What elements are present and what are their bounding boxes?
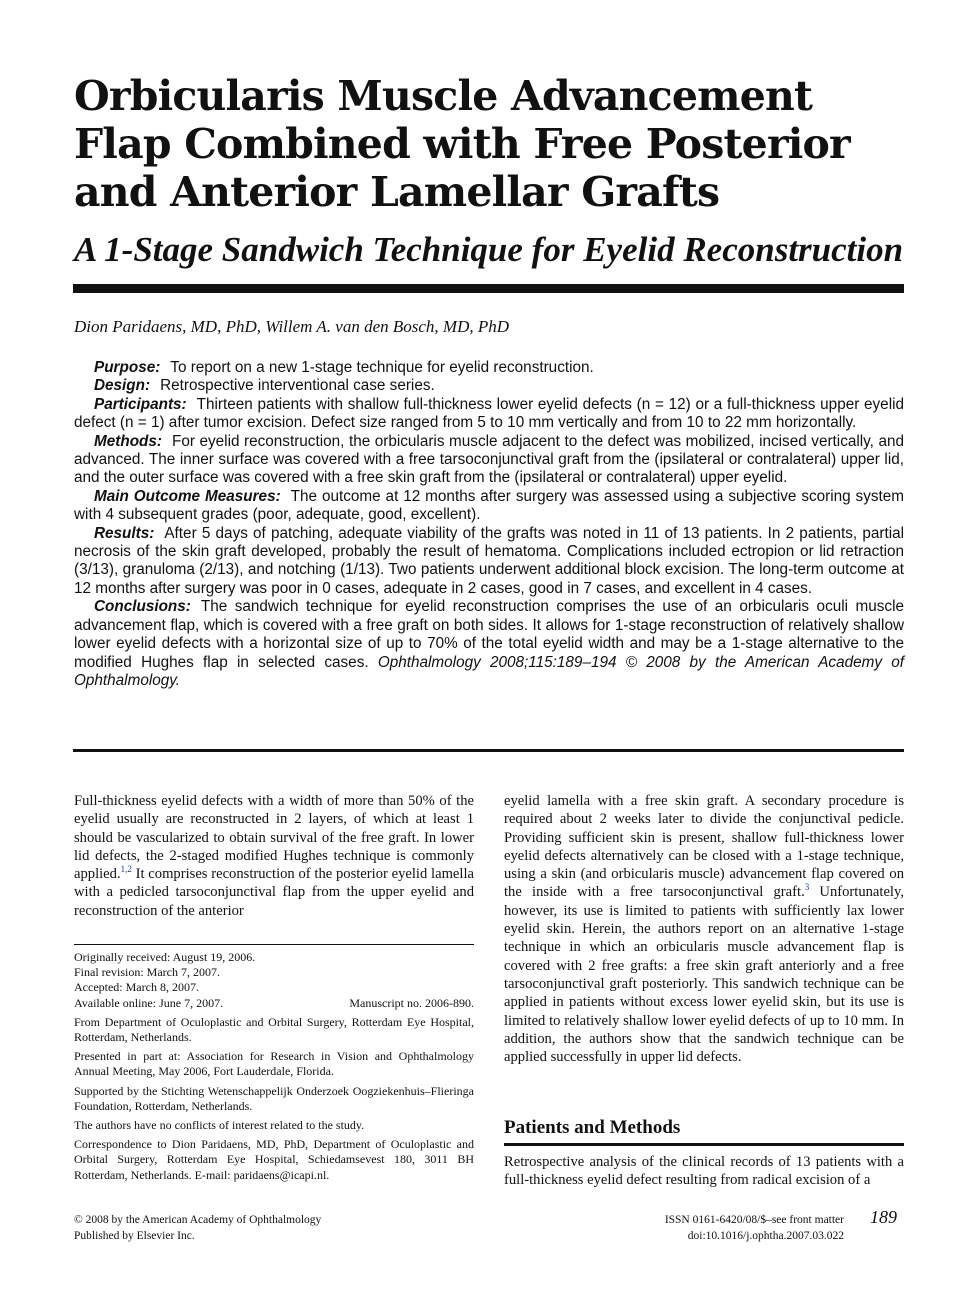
body-left-column [74,792,474,920]
affiliation-note: From Department of Oculoplastic and Orbital Surgery, Rotterdam Eye Hospital, Rotterdam, Netherlands. [74,1014,474,1045]
reference-link[interactable]: 1,2 [120,864,132,875]
accepted-date: Accepted: March 8, 2007. [74,980,199,995]
body-paragraph [504,792,904,1066]
publisher-line: Published by Elsevier Inc. [74,1229,195,1242]
abstract-participants-text: Thirteen patients with shallow full-thickness lower eyelid defects (n = 12) or a full-thickness upper eyelid defect (n = 1) after tumor excision. Defect size ranged from 5 to 10 mm vertically and from 10 to 22 mm horizontally. [74,395,904,432]
body-paragraph: Retrospective analysis of the clinical records of 13 patients with a full-thickness eyelid defect resulting from radical excision of a [504,1154,904,1189]
section-heading: Patients and Methods [504,1117,681,1138]
manuscript-number: Manuscript no. 2006-890. [349,995,474,1010]
abstract-methods-text: For eyelid reconstruction, the orbicularis muscle adjacent to the defect was mobilized, incised vertically, and advanced. The inner surface was covered with a free tarsoconjunctival graft from the (ipsilateral or contralateral) upper lid, and the outer surface was covered with a free skin graft from the (ipsilateral or contralateral) upper eyelid. [74,432,904,487]
reference-link[interactable]: 3 [804,882,810,893]
abstract-conclusions-text: The sandwich technique for eyelid reconstruction comprises the use of an orbicularis oculi muscle advancement flap, which is covered with a free graft on both sides. It allows for 1-stage reconstruction of relatively shallow lower eyelid defects with a horizontal size of up to 70% of the total eyelid width and may be a 1-stage alternative to the modified Hughes flap in selected cases. [74,598,904,671]
body-text: It comprises reconstruction of the posterior eyelid lamella with a pedicled tarsoconjunctival flap from the upper eyelid and reconstruction of the anterior [74,866,474,919]
abstract-conclusions [74,598,904,690]
dates-block [74,950,474,1011]
abstract-citation: Ophthalmology 2008;115:189–194 © 2008 by the American Academy of Ophthalmology. [74,653,904,689]
body-text: Full-thickness eyelid defects with a width of more than 50% of the eyelid usually are reconstructed in 2 layers, of which at least 1 should be vascularized to obtain survival of the free graft. In lower lid defects, the 2-staged modified Hughes technique is commonly applied. [74,793,474,883]
abstract-results-label: Results: [94,524,155,542]
revision-date: Final revision: March 7, 2007. [74,965,220,980]
body-text: eyelid lamella with a free skin graft. A secondary procedure is required about 2 weeks later to divide the conjunctival pedicle. Providing sufficient skin is present, shallow full-thickness lower eyelid defects alternatively can be closed with a 1-stage technique, using a skin (and orbicularis muscle) advancement flap covered on the inside with a free tarsoconjunctival graft. [504,793,904,901]
page-number: 189 [870,1207,897,1227]
abstract-results-text: After 5 days of patching, adequate viability of the grafts was noted in 11 of 13 patients. In 2 patients, partial necrosis of the skin graft developed, probably the result of hematoma. Complications included ectropion or lid retraction (3/13), granuloma (2/13), and notching (1/13). Two patients underwent additional block excision. The long-term outcome at 12 months after surgery was poor in 0 cases, adequate in 2 cases, good in 7 cases, and excellent in 4 cases. [74,524,904,597]
abstract-purpose-text: To report on a new 1-stage technique for eyelid reconstruction. [170,359,594,376]
body-paragraph [74,792,474,920]
abstract-participants [74,396,904,433]
author-list: Dion Paridaens, MD, PhD, Willem A. van den Bosch, MD, PhD [74,317,510,336]
online-date: Available online: June 7, 2007. [74,995,224,1010]
methods-column [504,1153,904,1190]
abstract-design [74,377,904,395]
article-subtitle: A 1-Stage Sandwich Technique for Eyelid Reconstruction [74,230,904,269]
abstract-purpose [74,359,904,377]
correspondence-note: Correspondence to Dion Paridaens, MD, PhD, Department of Oculoplastic and Orbital Surgery, Rotterdam Eye Hospital, Schiedamsevest 180, 3011 BH Rotterdam, Netherlands. E-mail: paridaens@icapi.nl. [74,1137,474,1182]
presentation-note: Presented in part at: Association for Research in Vision and Ophthalmology Annual Meeting, May 2006, Fort Lauderdale, Florida. [74,1049,474,1079]
abstract [74,359,904,690]
article-title: Orbicularis Muscle Advancement Flap Combined with Free Posterior and Anterior Lamellar Grafts [74,72,850,216]
abstract-purpose-label: Purpose: [94,359,161,376]
footer-left [74,1213,321,1244]
abstract-design-text: Retrospective interventional case series. [160,377,435,395]
conflict-note: The authors have no conflicts of interest related to the study. [74,1118,365,1133]
doi-line: doi:10.1016/j.ophtha.2007.03.022 [687,1229,844,1242]
abstract-participants-label: Participants: [94,395,187,413]
abstract-methods-label: Methods: [94,432,162,450]
abstract-outcome-text: The outcome at 12 months after surgery was assessed using a subjective scoring system with 4 subsequent grades (poor, adequate, good, excellent). [74,487,904,524]
title-rule [73,284,904,293]
abstract-outcome [74,488,904,525]
abstract-methods [74,433,904,488]
footer-right [600,1213,844,1244]
abstract-conclusions-label: Conclusions: [94,598,191,616]
abstract-outcome-label: Main Outcome Measures: [94,487,281,505]
funding-note: Supported by the Stichting Wetenschappelijk Onderzoek Oogziekenhuis–Flieringa Foundation, Rotterdam, Netherlands. [74,1083,474,1113]
abstract-rule [73,749,904,752]
body-text: Unfortunately, however, its use is limited to patients with sufficiently lax lower eyelid skin. Herein, the authors report on an alternative 1-stage technique in which an orbicularis muscle advancement flap is covered with 2 free grafts: a free skin graft anteriorly and a free tarsoconjunctival graft posteriorly. This sandwich technique can be applied in patients without excess lower eyelid skin, but its use is limited to relatively shallow lower eyelid defects of up to 10 mm. In addition, the authors show that the sandwich technique can be applied successfully in upper lid defects. [504,884,904,1066]
footnotes [74,950,474,1187]
abstract-results [74,525,904,599]
online-row [74,996,474,1011]
footnote-rule [74,944,474,945]
received-date: Originally received: August 19, 2006. [74,950,256,964]
issn-line: ISSN 0161-6420/08/$–see front matter [664,1214,844,1226]
copyright-line: © 2008 by the American Academy of Ophthalmology [74,1214,322,1226]
body-right-column [504,792,904,1066]
section-rule [504,1143,904,1146]
abstract-design-label: Design: [94,377,151,395]
